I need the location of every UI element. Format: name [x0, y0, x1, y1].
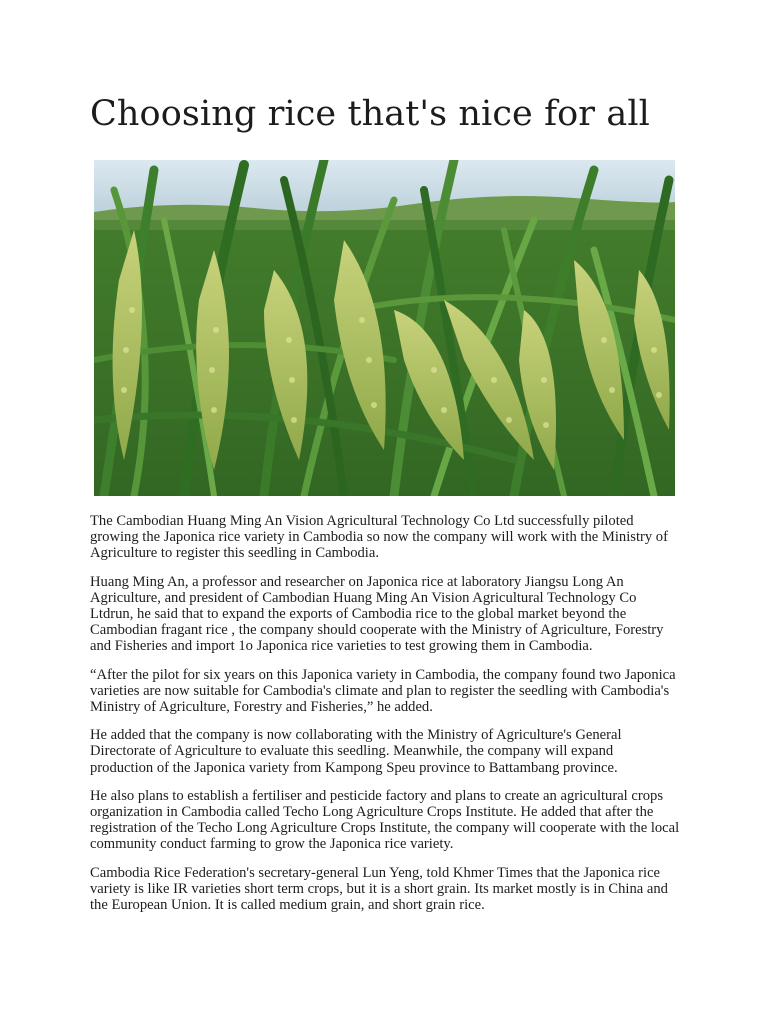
article-body: [90, 513, 680, 925]
rice-field-photo: [94, 160, 675, 496]
article-title: Choosing rice that's nice for all: [90, 94, 650, 134]
article-paragraph: Huang Ming An, a professor and researcher on Japonica rice at laboratory Jiangsu Long An Agriculture, and president of Cambodian Huang Ming An Vision Agricultural Technology Co Ltdrun, he said that to expand the exports of Cambodia rice to the global market beyond the Cambodian fragant rice , the company should cooperate with the Ministry of Agriculture, Forestry and Fisheries and import 1o Japonica rice varieties to test growing them in Cambodia.: [90, 573, 664, 655]
article-paragraph: Cambodia Rice Federation's secretary-general Lun Yeng, told Khmer Times that the Japonica rice variety is like IR varieties short term crops, but it is a short grain. Its market mostly is in China and the European Union. It is called medium grain, and short grain rice.: [90, 864, 668, 914]
article-paragraph: He also plans to establish a fertiliser and pesticide factory and plans to create an agricultural crops organization in Cambodia called Techo Long Agriculture Crops Institute. He added that after the registration of the Techo Long Agriculture Crops Institute, the company will cooperate with the local community conduct farming to grow the Japonica rice variety.: [90, 787, 680, 853]
article-paragraph: “After the pilot for six years on this Japonica variety in Cambodia, the company found two Japonica varieties are now suitable for Cambodia's climate and plan to register the seedling with Cambodia's Ministry of Agriculture, Forestry and Fisheries,” he added.: [90, 666, 676, 716]
article-paragraph: The Cambodian Huang Ming An Vision Agricultural Technology Co Ltd successfully piloted growing the Japonica rice variety in Cambodia so now the company will work with the Ministry of Agriculture to register this seedling in Cambodia.: [90, 513, 668, 562]
article-paragraph: He added that the company is now collaborating with the Ministry of Agriculture's General Directorate of Agriculture to evaluate this seedling. Meanwhile, the company will expand production of the Japonica variety from Kampong Speu province to Battambang province.: [90, 727, 622, 776]
rice-field-illustration: [94, 160, 675, 496]
